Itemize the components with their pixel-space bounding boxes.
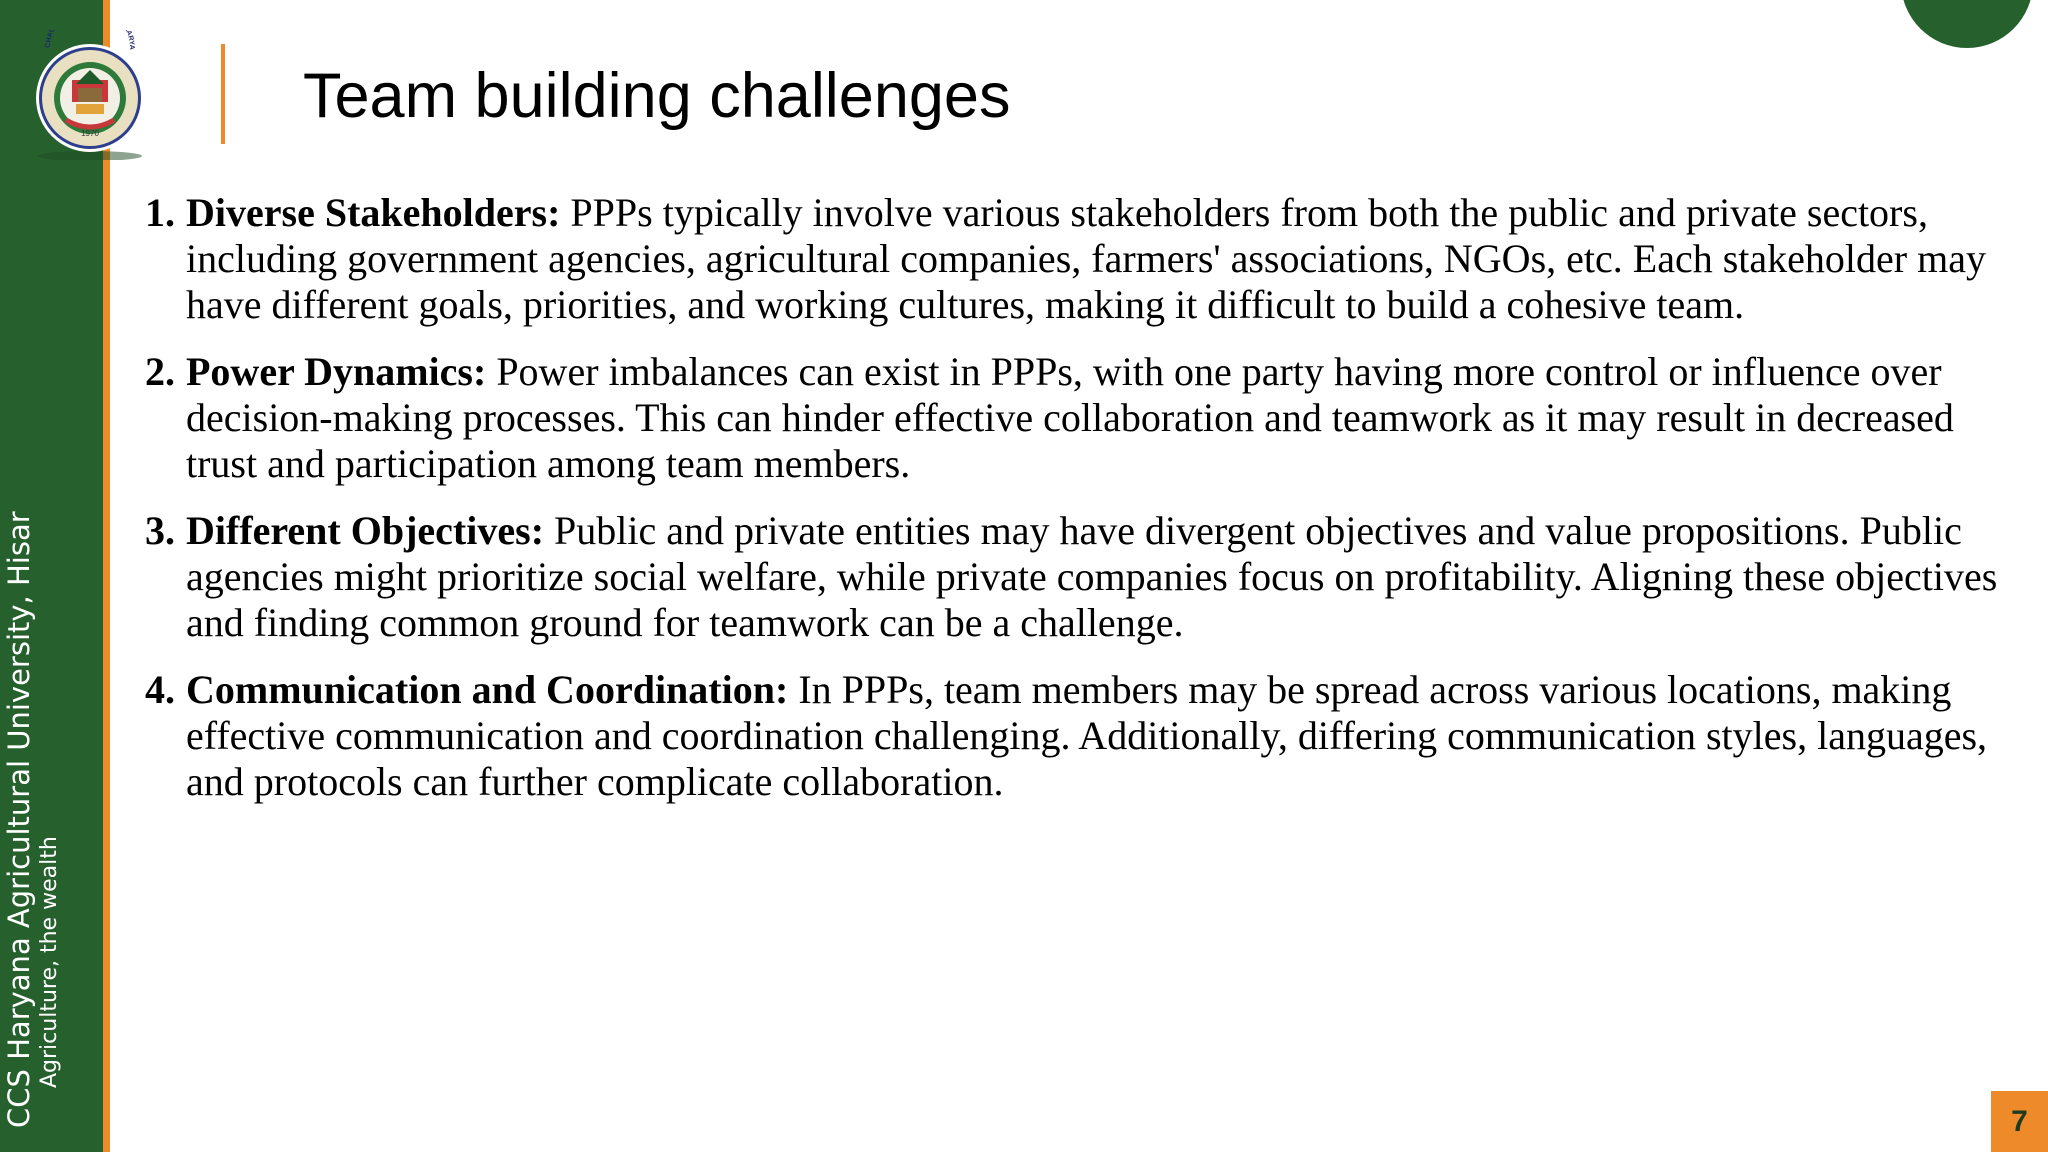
list-item bbox=[145, 667, 2035, 805]
university-tagline: Agriculture, the wealth bbox=[37, 836, 62, 1088]
sidebar-vertical-text bbox=[0, 511, 103, 1128]
corner-decoration bbox=[1901, 0, 2033, 48]
item-number: 4. bbox=[145, 667, 175, 712]
item-text: PPPs typically involve various stakeholders from both the public and private sectors, including government agencies, agricultural companies, farmers' associations, NGOs, etc. Each stakeholder may have different goals, priorities, and working cultures, making it difficult to build a cohesive team. bbox=[186, 190, 1986, 327]
item-text: Power imbalances can exist in PPPs, with one party having more control or influence over decision-making processes. This can hinder effective collaboration and teamwork as it may result in decreased trust and participation among team members. bbox=[186, 349, 1954, 486]
logo-ring-text: CHAU ARYA bbox=[44, 30, 136, 50]
item-number: 2. bbox=[145, 349, 175, 394]
university-name: CCS Haryana Agricultural University, Hisar bbox=[2, 511, 36, 1128]
item-term: Power Dynamics: bbox=[186, 349, 487, 394]
list-item bbox=[145, 190, 2035, 328]
item-term: Communication and Coordination: bbox=[186, 667, 789, 712]
item-term: Diverse Stakeholders: bbox=[186, 190, 561, 235]
title-accent-bar bbox=[221, 44, 225, 144]
challenge-list bbox=[145, 190, 2035, 826]
item-text: Public and private entities may have divergent objectives and value propositions. Public agencies might prioritize social welfare, while private companies focus on profitability. Aligning these objectives and finding common ground for teamwork can be a challenge. bbox=[186, 508, 1998, 645]
page-number: 7 bbox=[2011, 1104, 2028, 1138]
list-item bbox=[145, 349, 2035, 487]
item-term: Different Objectives: bbox=[186, 508, 545, 553]
item-number: 1. bbox=[145, 190, 175, 235]
slide-title: Team building challenges bbox=[303, 61, 1011, 131]
page-number-badge bbox=[1991, 1091, 2048, 1152]
university-logo bbox=[36, 30, 144, 160]
item-number: 3. bbox=[145, 508, 175, 553]
list-item bbox=[145, 508, 2035, 646]
item-text: In PPPs, team members may be spread across various locations, making effective communication and coordination challenging. Additionally, differing communication styles, languages, and protocols can further complicate collaboration. bbox=[186, 667, 1988, 804]
sidebar-accent-line bbox=[103, 0, 110, 1152]
logo-year: 1970 bbox=[81, 129, 99, 138]
